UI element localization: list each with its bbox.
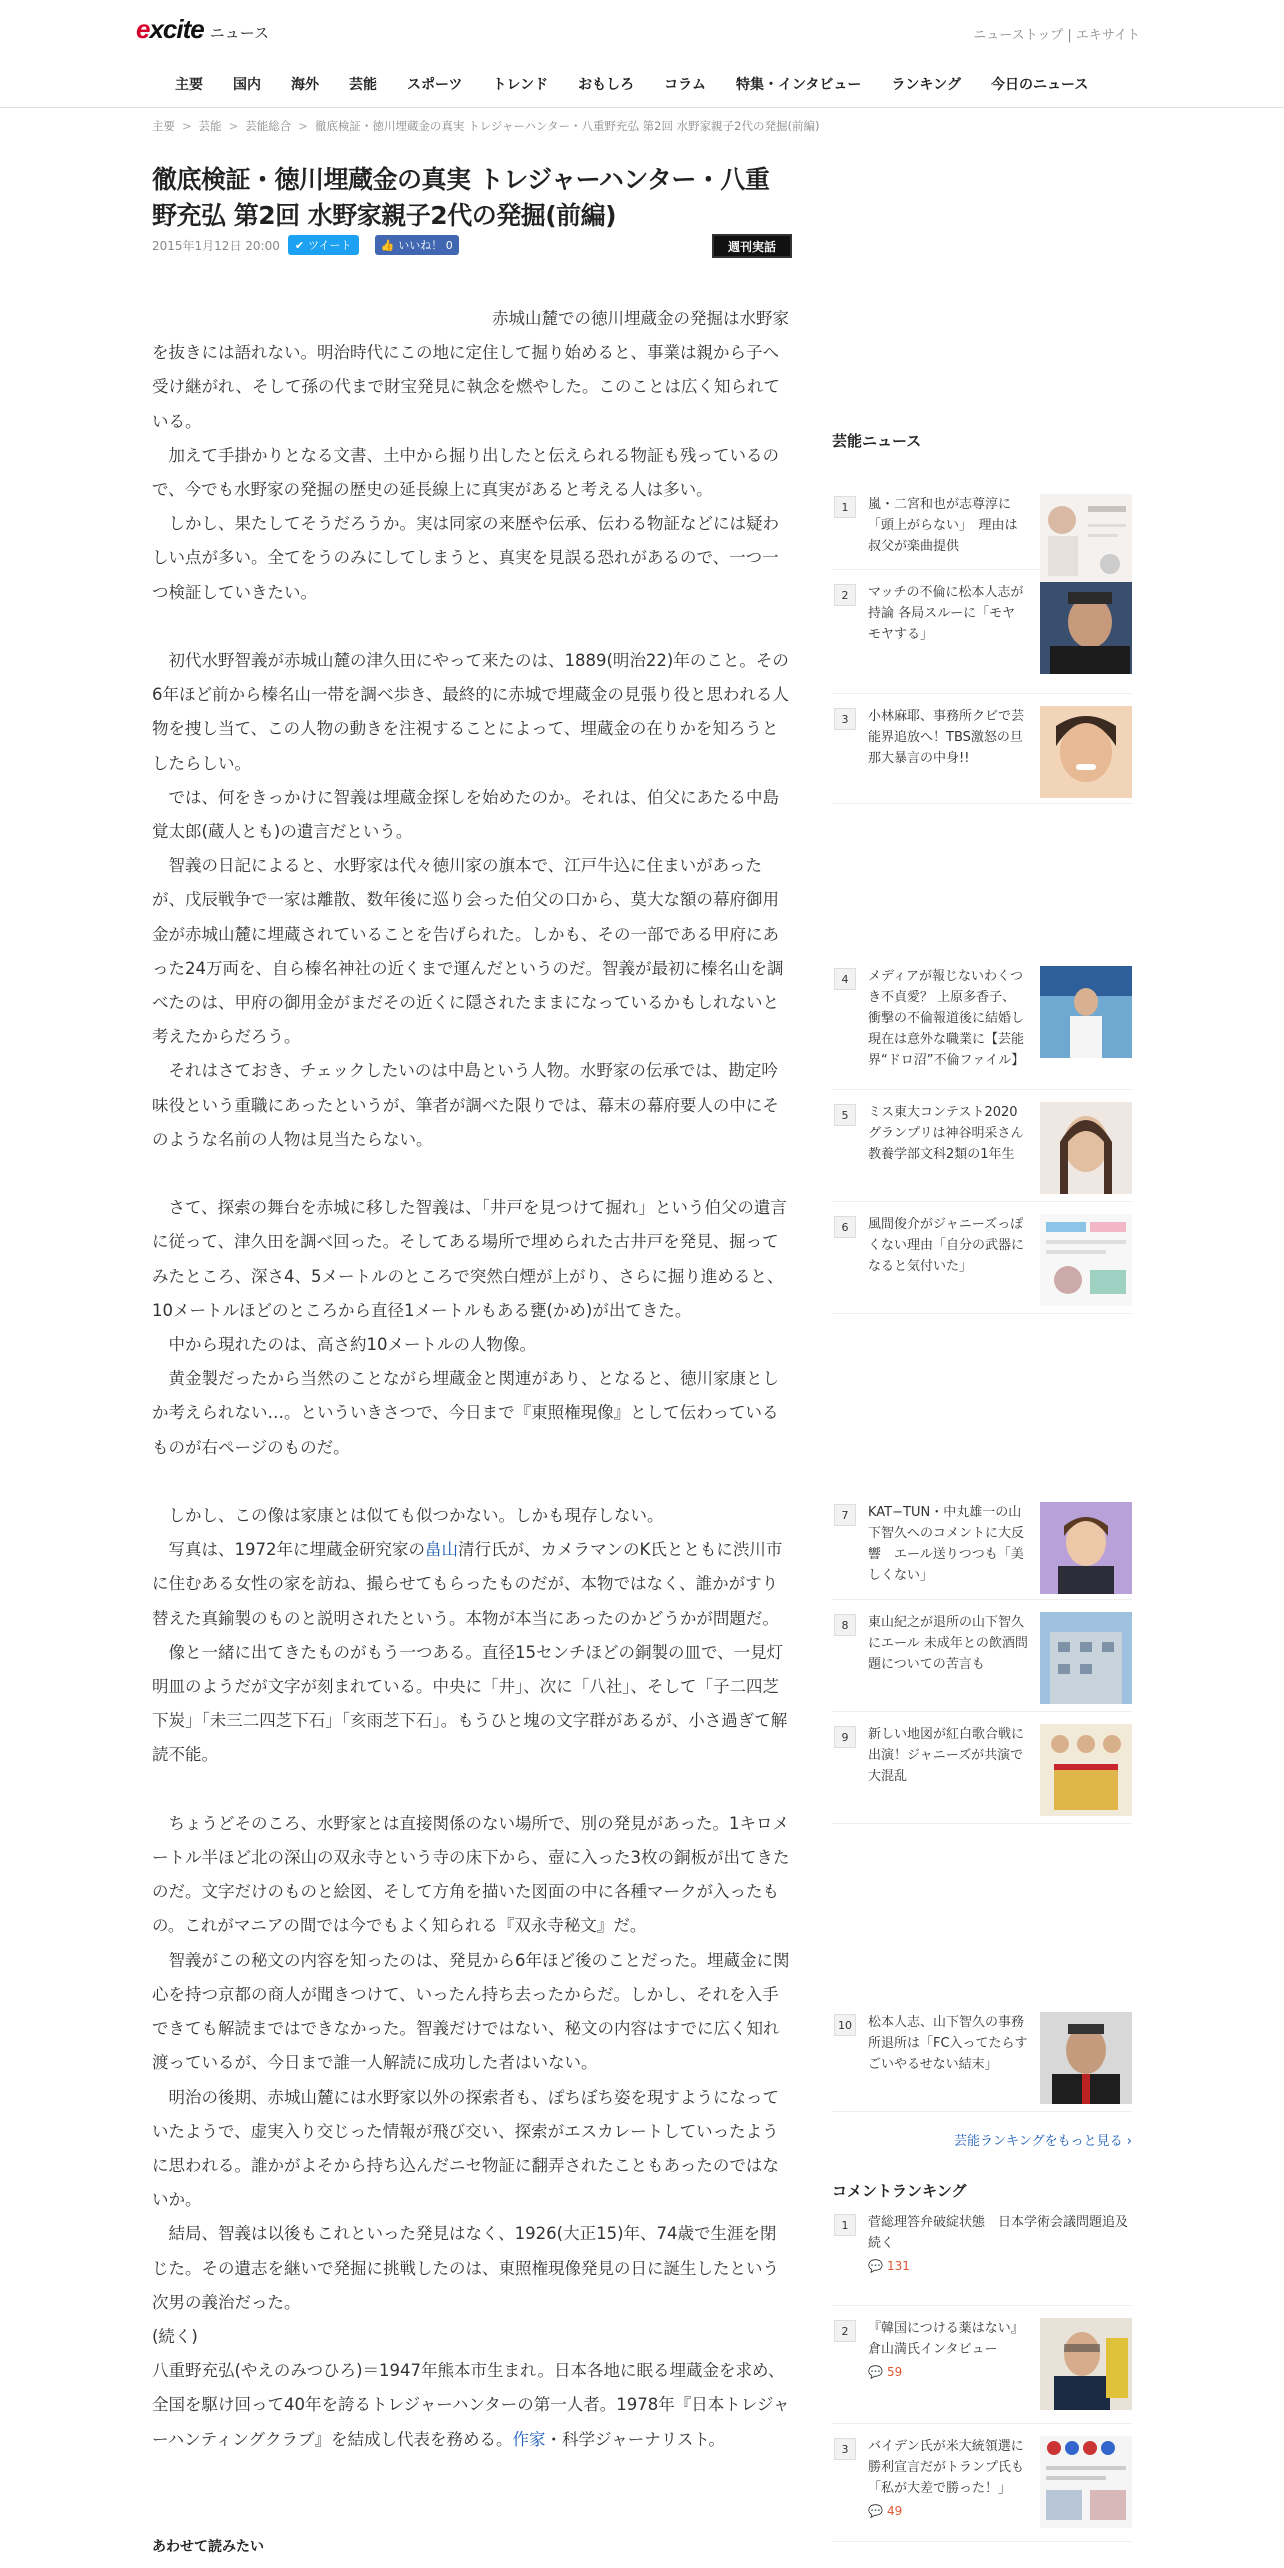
- tweet-label: ツイート: [308, 239, 352, 252]
- nav-item-funny[interactable]: おもしろ: [578, 77, 635, 93]
- nav-item-entertainment[interactable]: 芸能: [349, 77, 377, 93]
- comment-ranking-title-text: 『韓国につける薬はない』倉山満氏インタビュー: [868, 2321, 1024, 2357]
- breadcrumb: [152, 118, 819, 134]
- paragraph: 智義がこの秘文の内容を知ったのは、発見から6年ほど後のことだった。埋蔵金に関心を持つ京都の商人が聞きつけて、いったん持ち去ったからだ。しかし、それを入手できても解読まではできなかった。智義だけではない、秘文の内容はすでに広く知れ渡っているが、今日まで誰一人解読に成功した者はいない。: [152, 1950, 790, 2073]
- publisher-logo[interactable]: 週刊実話: [712, 234, 792, 258]
- ranking-item[interactable]: [832, 1202, 1132, 1314]
- paragraph: 明治の後期、赤城山麓には水野家以外の探索者も、ぽちぼち姿を現すようになっていたようで、虚実入り交じった情報が飛び交い、探索がエスカレートしていったように思われる。誰かがよそから持ち込んだニセ物証に翻弄されたこともあったのではないか。: [152, 2087, 779, 2210]
- more-ranking-link[interactable]: 芸能ランキングをもっと見る ›: [954, 2134, 1132, 2149]
- like-button[interactable]: [375, 235, 459, 255]
- paragraph: 像と一緒に出てきたものがもう一つある。直径15センチほどの銅製の皿で、一見灯明皿のようだが文字が刻まれている。中央に「井」、次に「八社」、そして「子二四芝下炭」「未三二四芝下石」「亥雨芝下石」。もうひと塊の文字群があるが、小さ過ぎて解読不能。: [152, 1642, 788, 1765]
- excite-link[interactable]: エキサイト: [1075, 28, 1140, 43]
- paragraph: それはさておき、チェックしたいのは中島という人物。水野家の伝承では、勘定吟味役という重職にあったというが、筆者が調べた限りでは、幕末の幕府要人の中にそのような名前の人物は見当たらない。: [152, 1061, 779, 1149]
- logo-mark: excite: [136, 14, 204, 44]
- comment-ranking-item[interactable]: [832, 2424, 1132, 2542]
- ranking-item[interactable]: [832, 570, 1132, 694]
- paragraph: しかし、果たしてそうだろうか。実は同家の来歴や伝承、伝わる物証などには疑わしい点が多い。全てをうのみにしてしまうと、真実を見誤る恐れがあるので、一つ一つ検証していきたい。: [152, 514, 779, 602]
- chevron-right-icon: ›: [1126, 2134, 1132, 2149]
- header-link-separator: |: [1067, 28, 1076, 43]
- ranking-title: 東山紀之が退所の山下智久にエール 未成年との飲酒問題についての苦言も: [868, 1615, 1028, 1672]
- breadcrumb-item[interactable]: 芸能総合: [245, 119, 292, 133]
- ranking-title: KAT−TUN・中丸雄一の山下智久へのコメントに大反響 エール送りつつも「美しくない」: [868, 1505, 1025, 1583]
- ranking-title: 新しい地図が紅白歌合戦に出演！ジャニーズが共演で大混乱: [868, 1727, 1025, 1784]
- ranking-thumbnail: [1040, 966, 1132, 1058]
- ranking-thumbnail: [1040, 1724, 1132, 1816]
- paragraph: 写真は、1972年に埋蔵金研究家の畠山清行氏が、カメラマンのK氏とともに渋川市に住むある女性の家を訪ね、撮らせてもらったものだが、本物ではなく、誰かがすり替えた真鍮製のものと説明されたという。本物が本当にあったのかどうかが問題だ。: [152, 1540, 783, 1628]
- nav-item-overseas[interactable]: 海外: [291, 77, 319, 93]
- paragraph: 黄金製だったから当然のことながら埋蔵金と関連があり、となると、徳川家康としか考えられない…。といういきさつで、今日まで『東照権現像』として伝わっているものが右ページのものだ。: [152, 1369, 779, 1457]
- ranking-thumbnail: [1040, 1102, 1132, 1194]
- breadcrumb-separator: >: [182, 119, 192, 133]
- nav-item-ranking[interactable]: ランキング: [891, 77, 962, 93]
- breadcrumb-item[interactable]: 主要: [152, 119, 175, 133]
- comment-ranking-body: [868, 2318, 1028, 2383]
- nav-item-column[interactable]: コラム: [664, 77, 706, 93]
- rank-number: 2: [834, 584, 856, 606]
- paragraph: しかし、この像は家康とは似ても似つかない。しかも現存しない。: [168, 1506, 664, 1526]
- paragraph: ちょうどそのころ、水野家とは直接関係のない場所で、別の発見があった。1キロメートル半ほど北の深山の双永寺という寺の床下から、壺に入った3枚の銅板が出てきたのだ。文字だけのものと絵図、そして方角を描いた図面の中に各種マークが入ったもの。これがマニアの間では今でもよく知られる『双永寺秘文』だ。: [152, 1813, 790, 1936]
- ranking-item[interactable]: [832, 954, 1132, 1090]
- rank-number: 3: [834, 708, 856, 730]
- breadcrumb-current: 徹底検証・徳川埋蔵金の真実 トレジャーハンター・八重野充弘 第2回 水野家親子2代の発掘(前編): [314, 119, 820, 133]
- comment-ranking-body: [868, 2212, 1128, 2277]
- comment-ranking-body: [868, 2436, 1028, 2522]
- article-title: 徹底検証・徳川埋蔵金の真実 トレジャーハンター・八重野充弘 第2回 水野家親子2代の発掘(前編): [152, 165, 770, 230]
- nav-item-main[interactable]: 主要: [175, 77, 203, 93]
- ranking-title: 風間俊介がジャニーズっぽくない理由「自分の武器になると気付いた」: [868, 1217, 1025, 1274]
- ranking-item[interactable]: [832, 1090, 1132, 1202]
- breadcrumb-separator: >: [228, 119, 239, 133]
- ranking-item[interactable]: [832, 694, 1132, 804]
- author-bio: 八重野充弘(やえのみつひろ)＝1947年熊本市生まれ。日本各地に眠る埋蔵金を求め、全国を駆け回って40年を誇るトレジャーハンターの第一人者。1978年『日本トレジャーハンティングクラブ』を結成し代表を務める。作家・科学ジャーナリスト。: [152, 2361, 790, 2449]
- paragraph: 加えて手掛かりとなる文書、土中から掘り出したと伝えられる物証も残っているので、今でも水野家の発掘の歴史の延長線上に真実があると考える人は多い。: [152, 445, 779, 500]
- ranking-thumbnail: [1040, 2436, 1132, 2528]
- comment-ranking-item[interactable]: [832, 2210, 1132, 2306]
- comment-count: 💬 49: [868, 2504, 903, 2518]
- ranking-title: 嵐・二宮和也が志尊淳に「頭上がらない」 理由は叔父が楽曲提供: [868, 497, 1018, 554]
- ranking-title: 小林麻耶、事務所クビで芸能界追放へ！TBS激怒の旦那大暴言の中身!!: [868, 709, 1025, 766]
- rank-number: 3: [834, 2438, 856, 2460]
- ranking-title: マッチの不倫に松本人志が持論 各局スルーに「モヤモヤする」: [868, 585, 1024, 642]
- comment-count: 💬 59: [868, 2365, 903, 2379]
- article-body: [152, 302, 792, 2457]
- paragraph: さて、探索の舞台を赤城に移した智義は、「井戸を見つけて掘れ」という伯父の遺言に従って、津久田を調べ回った。そしてある場所で埋められた古井戸を発見、掘ってみたところ、深さ4、5メートルのところで突然白煙が上がり、さらに掘り進めると、10メートルほどのところから直径1メートルもある甕(かめ)が出てきた。: [152, 1198, 787, 1320]
- article-meta: [152, 234, 459, 256]
- comment-icon: 💬: [868, 2365, 883, 2379]
- comment-count: 💬 131: [868, 2259, 910, 2273]
- rank-number: 5: [834, 1104, 856, 1126]
- rank-number: 2: [834, 2320, 856, 2342]
- also-read-heading: あわせて読みたい: [152, 2539, 264, 2555]
- paragraph: 中から現れたのは、高さ約10メートルの人物像。: [168, 1335, 536, 1355]
- logo-news-label: ニュース: [209, 24, 269, 42]
- paragraph: (続く): [152, 2326, 198, 2346]
- twitter-icon: ✔: [294, 238, 305, 252]
- comment-ranking-title: コメントランキング: [832, 2182, 967, 2200]
- nav-item-today[interactable]: 今日のニュース: [991, 77, 1089, 93]
- comment-ranking-item[interactable]: [832, 2306, 1132, 2424]
- article-date: 2015年1月12日 20:00: [152, 238, 280, 253]
- ranking-item[interactable]: [832, 1600, 1132, 1712]
- nav-item-sports[interactable]: スポーツ: [407, 77, 463, 93]
- ranking-thumbnail: [1040, 582, 1132, 674]
- comment-icon: 💬: [868, 2259, 883, 2273]
- ranking-title: ミス東大コンテスト2020グランプリは神谷明采さん 教養学部文科2類の1年生: [868, 1105, 1024, 1162]
- news-top-link[interactable]: ニューストップ: [973, 28, 1064, 43]
- ranking-title: 松本人志、山下智久の事務所退所は「FC入ってたらすごいやるせない結末」: [868, 2015, 1028, 2072]
- paragraph: 智義の日記によると、水野家は代々徳川家の旗本で、江戸牛込に住まいがあったが、戊辰戦争で一家は離散、数年後に巡り会った伯父の口から、莫大な額の幕府御用金が赤城山麓に埋蔵されていることを告げられた。しかも、その一部である甲府にあった24万両を、自ら榛名神社の近くまで運んだというのだ。智義が最初に榛名山を調べたのは、甲府の御用金がまだその近くに隠されたままになっているかもしれないと考えたからだろう。: [152, 856, 784, 1047]
- ranking-item[interactable]: [832, 1490, 1132, 1600]
- header-links: [973, 24, 1140, 43]
- entertainment-news-title: 芸能ニュース: [832, 432, 922, 450]
- ranking-title: メディアが報じないわくつき不貞愛？ 上原多香子、衝撃の不倫報道後に結婚し現在は意外な職業に【芸能界“ドロ沼”不倫ファイル】: [868, 969, 1025, 1068]
- ranking-thumbnail: [1040, 706, 1132, 798]
- rank-number: 9: [834, 1726, 856, 1748]
- rank-number: 6: [834, 1216, 856, 1238]
- rank-number: 8: [834, 1614, 856, 1636]
- rank-number: 7: [834, 1504, 856, 1526]
- nav-item-domestic[interactable]: 国内: [233, 77, 261, 93]
- keyword-link[interactable]: 作家: [512, 2429, 546, 2449]
- paragraph: 赤城山麓での徳川埋蔵金の発掘は水野家を抜きには語れない。明治時代にこの地に定住して掘り始めると、事業は親から子へ受け継がれ、そして孫の代まで財宝発見に執念を燃やした。このことは広く知られている。: [152, 309, 789, 431]
- main-nav: [0, 64, 1284, 108]
- nav-item-feature[interactable]: 特集・インタビュー: [735, 77, 862, 93]
- comment-ranking-title-text: バイデン氏が米大統領選に勝利宣言だがトランプ氏も「私が大差で勝った！」: [868, 2439, 1025, 2496]
- sidebar: [832, 430, 1132, 2518]
- like-label: いいね！ 0: [398, 239, 453, 252]
- rank-number: 4: [834, 968, 856, 990]
- nav-item-trend[interactable]: トレンド: [492, 77, 549, 93]
- comment-icon: 💬: [868, 2504, 883, 2518]
- keyword-link[interactable]: 畠山: [425, 1540, 458, 1560]
- paragraph: 結局、智義は以後もこれといった発見はなく、1926(大正15)年、74歳で生涯を閉じた。その遺志を継いで発掘に挑戦したのは、東照権現像発見の日に誕生したという次男の義治だった。: [152, 2224, 779, 2312]
- excite-logo[interactable]: [136, 14, 269, 45]
- paragraph: 初代水野智義が赤城山麓の津久田にやって来たのは、1889(明治22)年のこと。その6年ほど前から榛名山一帯を調べ歩き、最終的に赤城で埋蔵金の見張り役と思われる人物を捜し当て、この人物の動きを注視することによって、埋蔵金の在りかを知ろうとしたらしい。: [152, 651, 789, 773]
- rank-number: 10: [834, 2014, 856, 2036]
- breadcrumb-item[interactable]: 芸能: [198, 119, 222, 133]
- ranking-thumbnail: [1040, 2318, 1132, 2410]
- paragraph: では、何をきっかけに智義は埋蔵金探しを始めたのか。それは、伯父にあたる中島覚太郎(蔵人とも)の遺言だという。: [152, 787, 779, 842]
- thumbs-up-icon: 👍: [380, 238, 395, 252]
- ranking-thumbnail: [1040, 2012, 1132, 2104]
- ranking-item[interactable]: [832, 1712, 1132, 1824]
- ranking-thumbnail: [1040, 1612, 1132, 1704]
- ranking-item[interactable]: [832, 458, 1132, 570]
- rank-number: 1: [834, 496, 856, 518]
- ranking-thumbnail: [1040, 1214, 1132, 1306]
- tweet-button[interactable]: [288, 235, 359, 255]
- breadcrumb-separator: >: [298, 119, 308, 133]
- site-header: [0, 0, 1284, 64]
- comment-ranking-title-text: 菅総理答弁破綻状態 日本学術会議問題追及続く: [868, 2215, 1129, 2251]
- ranking-thumbnail: [1040, 1502, 1132, 1594]
- rank-number: 1: [834, 2214, 856, 2236]
- ranking-item[interactable]: [832, 2000, 1132, 2112]
